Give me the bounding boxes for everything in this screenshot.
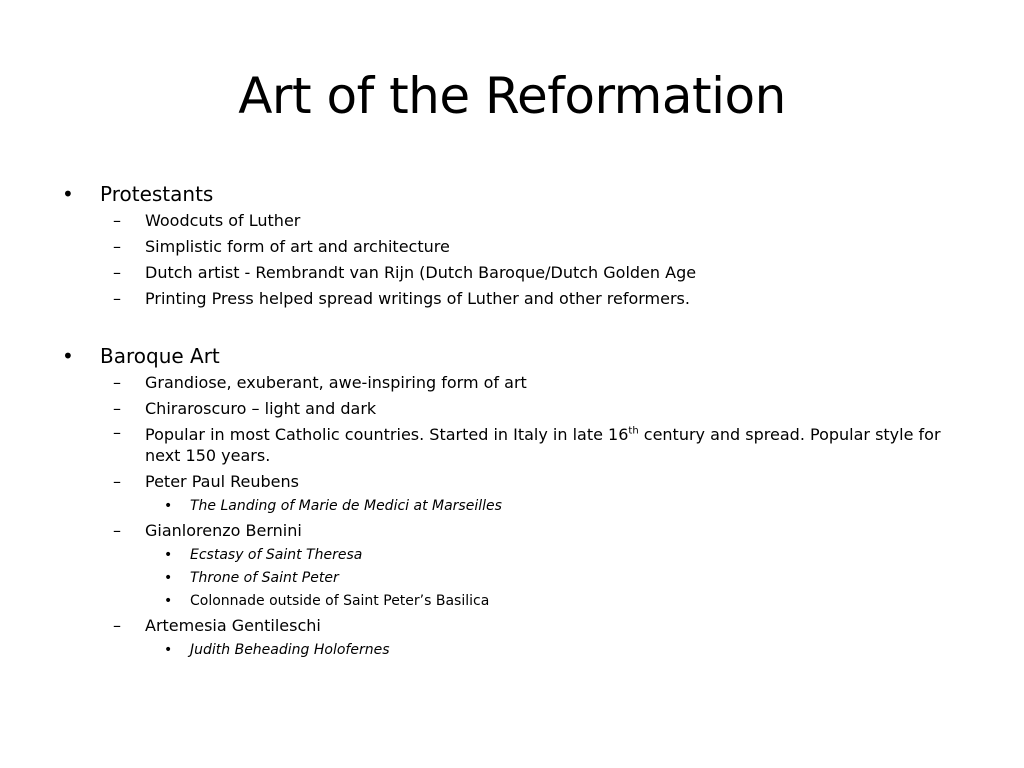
bullet-baroque-art [60, 342, 960, 370]
sub-sub-bullet [60, 567, 960, 590]
dash-icon: – [113, 472, 121, 491]
slide-title: Art of the Reformation [238, 67, 786, 125]
dash-icon: – [113, 211, 121, 230]
dash-icon: – [113, 237, 121, 256]
slide-body [60, 180, 960, 662]
sub-sub-bullet [60, 495, 960, 518]
sub-sub-bullet [60, 639, 960, 662]
bullet-protestants [60, 180, 960, 208]
sub-sub-bullet [60, 544, 960, 567]
artwork-title: Colonnade outside of Saint Peter’s Basilica [190, 593, 490, 609]
sub-bullet-text: Grandiose, exuberant, awe-inspiring form of art [145, 373, 527, 392]
sub-bullet-text: Woodcuts of Luther [145, 211, 301, 230]
artwork-title: Judith Beheading Holofernes [190, 642, 390, 658]
sub-bullet [60, 234, 960, 260]
sub-sub-bullet [60, 590, 960, 613]
sub-bullet [60, 613, 960, 639]
sub-bullet [60, 260, 960, 286]
superscript: th [628, 425, 639, 437]
bullet-dot-icon: • [164, 547, 173, 563]
sub-bullet [60, 208, 960, 234]
bullet-text: Protestants [100, 182, 214, 206]
artwork-title: The Landing of Marie de Medici at Marseilles [190, 498, 502, 514]
dash-icon: – [113, 263, 121, 282]
sub-bullet-text: Printing Press helped spread writings of Luther and other reformers. [145, 289, 690, 308]
section-spacer [60, 312, 960, 342]
bullet-dot-icon: • [164, 642, 173, 658]
dash-icon: – [113, 423, 121, 442]
sub-bullet-text: Dutch artist - Rembrandt van Rijn (Dutch Baroque/Dutch Golden Age [145, 263, 697, 282]
sub-bullet-text: Simplistic form of art and architecture [145, 237, 450, 256]
sub-bullet [60, 469, 960, 495]
bullet-dot-icon: • [62, 344, 74, 368]
sub-bullet-text: Gianlorenzo Bernini [145, 521, 302, 540]
sub-bullet [60, 286, 960, 312]
bullet-dot-icon: • [164, 498, 173, 514]
artwork-title: Throne of Saint Peter [190, 570, 339, 586]
dash-icon: – [113, 399, 121, 418]
dash-icon: – [113, 521, 121, 540]
sub-bullet-text: Artemesia Gentileschi [145, 616, 321, 635]
sub-bullet-text-after: century and spread. Popular style for next 150 years. [145, 425, 941, 465]
bullet-text: Baroque Art [100, 344, 220, 368]
dash-icon: – [113, 289, 121, 308]
sub-bullet-text: Peter Paul Reubens [145, 472, 299, 491]
dash-icon: – [113, 616, 121, 635]
dash-icon: – [113, 373, 121, 392]
sub-bullet [60, 370, 960, 396]
bullet-dot-icon: • [164, 570, 173, 586]
bullet-dot-icon: • [62, 182, 74, 206]
sub-bullet-text-before: Popular in most Catholic countries. Started in Italy in late 16 [145, 425, 629, 444]
sub-bullet [60, 518, 960, 544]
sub-bullet [60, 422, 960, 469]
bullet-dot-icon: • [164, 593, 173, 609]
sub-bullet [60, 396, 960, 422]
artwork-title: Ecstasy of Saint Theresa [190, 547, 363, 563]
sub-bullet-text: Chiraroscuro – light and dark [145, 399, 377, 418]
